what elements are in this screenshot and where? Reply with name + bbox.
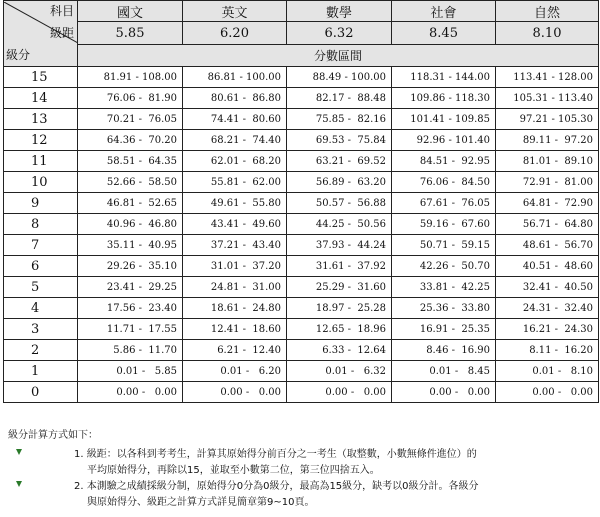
- range-cell: 40.51 - 48.60: [496, 256, 599, 277]
- range-cell: 69.53 - 75.84: [287, 130, 392, 151]
- level-cell: 2: [4, 340, 78, 361]
- table-row: [4, 214, 599, 235]
- range-cell: 92.96 - 101.40: [392, 130, 496, 151]
- range-cell: 0.01 - 8.45: [392, 361, 496, 382]
- note-line: 2. 本測驗之成績採級分制，原始得分0分為0級分，最高為15級分，缺考以0級分計。各級分: [74, 481, 479, 492]
- range-cell: 101.41 - 109.85: [392, 109, 496, 130]
- table-row: [4, 109, 599, 130]
- score-conversion-table: [3, 0, 599, 403]
- distance-value: 8.45: [392, 22, 496, 45]
- range-cell: 76.06 - 84.50: [392, 172, 496, 193]
- range-cell: 25.29 - 31.60: [287, 277, 392, 298]
- range-cell: 17.56 - 23.40: [78, 298, 183, 319]
- level-cell: 7: [4, 235, 78, 256]
- distance-value: 6.20: [183, 22, 287, 45]
- range-cell: 40.96 - 46.80: [78, 214, 183, 235]
- level-cell: 1: [4, 361, 78, 382]
- range-cell: 86.81 - 100.00: [183, 67, 287, 88]
- range-cell: 25.36 - 33.80: [392, 298, 496, 319]
- range-cell: 46.81 - 52.65: [78, 193, 183, 214]
- range-cell: 37.21 - 43.40: [183, 235, 287, 256]
- range-cell: 82.17 - 88.48: [287, 88, 392, 109]
- level-cell: 8: [4, 214, 78, 235]
- range-cell: 31.01 - 37.20: [183, 256, 287, 277]
- range-cell: 81.91 - 108.00: [78, 67, 183, 88]
- range-cell: 35.11 - 40.95: [78, 235, 183, 256]
- corner-subject-label: 科目: [49, 4, 74, 18]
- table-row: [4, 298, 599, 319]
- range-header: 分數區間: [78, 45, 599, 67]
- range-cell: 6.33 - 12.64: [287, 340, 392, 361]
- range-cell: 118.31 - 144.00: [392, 67, 496, 88]
- range-cell: 64.81 - 72.90: [496, 193, 599, 214]
- range-cell: 52.66 - 58.50: [78, 172, 183, 193]
- range-cell: 49.61 - 55.80: [183, 193, 287, 214]
- level-cell: 6: [4, 256, 78, 277]
- range-cell: 0.01 - 6.20: [183, 361, 287, 382]
- marker-icon: [16, 481, 22, 487]
- range-cell: 33.81 - 42.25: [392, 277, 496, 298]
- table-row: [4, 277, 599, 298]
- level-cell: 14: [4, 88, 78, 109]
- subject-header: 英文: [183, 1, 287, 22]
- range-cell: 84.51 - 92.95: [392, 151, 496, 172]
- marker-icon: [16, 449, 22, 455]
- level-cell: 12: [4, 130, 78, 151]
- table-row: [4, 172, 599, 193]
- range-cell: 29.26 - 35.10: [78, 256, 183, 277]
- range-cell: 42.26 - 50.70: [392, 256, 496, 277]
- range-cell: 72.91 - 81.00: [496, 172, 599, 193]
- table-row: [4, 88, 599, 109]
- range-cell: 6.21 - 12.40: [183, 340, 287, 361]
- table-row: [4, 151, 599, 172]
- range-cell: 81.01 - 89.10: [496, 151, 599, 172]
- corner-header-cell: [4, 1, 78, 67]
- range-cell: 24.81 - 31.00: [183, 277, 287, 298]
- range-cell: 70.21 - 76.05: [78, 109, 183, 130]
- table-row: [4, 193, 599, 214]
- range-cell: 55.81 - 62.00: [183, 172, 287, 193]
- table-row: [4, 256, 599, 277]
- range-cell: 109.86 - 118.30: [392, 88, 496, 109]
- level-cell: 11: [4, 151, 78, 172]
- table-row: [4, 130, 599, 151]
- range-cell: 11.71 - 17.55: [78, 319, 183, 340]
- note-line: 1. 級距：以各科到考考生，計算其原始得分前百分之一考生（取整數，小數無條件進位）的: [74, 449, 477, 460]
- level-cell: 9: [4, 193, 78, 214]
- range-cell: 88.49 - 100.00: [287, 67, 392, 88]
- range-cell: 8.11 - 16.20: [496, 340, 599, 361]
- level-cell: 3: [4, 319, 78, 340]
- level-cell: 5: [4, 277, 78, 298]
- note-line: 平均原始得分，再除以15，並取至小數第二位，第三位四捨五入。: [87, 465, 380, 476]
- corner-distance-label: 級距: [49, 26, 74, 40]
- level-cell: 10: [4, 172, 78, 193]
- range-cell: 12.65 - 18.96: [287, 319, 392, 340]
- range-cell: 64.36 - 70.20: [78, 130, 183, 151]
- table-row: [4, 67, 599, 88]
- note-line: 與原始得分、級距之計算方式詳見簡章第9~10頁。: [87, 497, 315, 508]
- range-cell: 0.00 - 0.00: [183, 382, 287, 403]
- range-cell: 8.46 - 16.90: [392, 340, 496, 361]
- range-cell: 0.01 - 6.32: [287, 361, 392, 382]
- range-cell: 16.21 - 24.30: [496, 319, 599, 340]
- range-cell: 74.41 - 80.60: [183, 109, 287, 130]
- range-cell: 76.06 - 81.90: [78, 88, 183, 109]
- table-row: [4, 235, 599, 256]
- range-cell: 0.01 - 5.85: [78, 361, 183, 382]
- range-cell: 68.21 - 74.40: [183, 130, 287, 151]
- distance-value: 5.85: [78, 22, 183, 45]
- level-cell: 0: [4, 382, 78, 403]
- level-cell: 4: [4, 298, 78, 319]
- range-cell: 56.71 - 64.80: [496, 214, 599, 235]
- range-cell: 5.86 - 11.70: [78, 340, 183, 361]
- range-cell: 43.41 - 49.60: [183, 214, 287, 235]
- range-cell: 89.11 - 97.20: [496, 130, 599, 151]
- level-cell: 13: [4, 109, 78, 130]
- range-cell: 24.31 - 32.40: [496, 298, 599, 319]
- note-item-2: [74, 479, 479, 511]
- distance-value: 8.10: [496, 22, 599, 45]
- range-cell: 32.41 - 40.50: [496, 277, 599, 298]
- distance-value: 6.32: [287, 22, 392, 45]
- corner-level-label: 級分: [6, 48, 31, 62]
- range-cell: 48.61 - 56.70: [496, 235, 599, 256]
- range-cell: 44.25 - 50.56: [287, 214, 392, 235]
- range-cell: 0.01 - 8.10: [496, 361, 599, 382]
- range-cell: 75.85 - 82.16: [287, 109, 392, 130]
- range-cell: 67.61 - 76.05: [392, 193, 496, 214]
- subject-header: 社會: [392, 1, 496, 22]
- note-item-1: [74, 447, 479, 479]
- range-cell: 59.16 - 67.60: [392, 214, 496, 235]
- range-cell: 105.31 - 113.40: [496, 88, 599, 109]
- range-cell: 12.41 - 18.60: [183, 319, 287, 340]
- range-cell: 63.21 - 69.52: [287, 151, 392, 172]
- subject-header: 國文: [78, 1, 183, 22]
- notes-title: 級分計算方式如下：: [8, 430, 98, 441]
- range-cell: 62.01 - 68.20: [183, 151, 287, 172]
- range-cell: 0.00 - 0.00: [78, 382, 183, 403]
- range-cell: 58.51 - 64.35: [78, 151, 183, 172]
- range-cell: 37.93 - 44.24: [287, 235, 392, 256]
- table-row: [4, 382, 599, 403]
- level-cell: 15: [4, 67, 78, 88]
- subject-header: 自然: [496, 1, 599, 22]
- range-cell: 0.00 - 0.00: [392, 382, 496, 403]
- range-cell: 113.41 - 128.00: [496, 67, 599, 88]
- range-cell: 31.61 - 37.92: [287, 256, 392, 277]
- range-cell: 0.00 - 0.00: [496, 382, 599, 403]
- range-cell: 23.41 - 29.25: [78, 277, 183, 298]
- range-cell: 97.21 - 105.30: [496, 109, 599, 130]
- range-cell: 16.91 - 25.35: [392, 319, 496, 340]
- subject-header: 數學: [287, 1, 392, 22]
- range-cell: 50.71 - 59.15: [392, 235, 496, 256]
- range-cell: 56.89 - 63.20: [287, 172, 392, 193]
- table-row: [4, 340, 599, 361]
- range-cell: 80.61 - 86.80: [183, 88, 287, 109]
- table-row: [4, 319, 599, 340]
- range-cell: 18.97 - 25.28: [287, 298, 392, 319]
- range-cell: 18.61 - 24.80: [183, 298, 287, 319]
- table-row: [4, 361, 599, 382]
- range-cell: 50.57 - 56.88: [287, 193, 392, 214]
- range-cell: 0.00 - 0.00: [287, 382, 392, 403]
- notes-section: [8, 428, 479, 511]
